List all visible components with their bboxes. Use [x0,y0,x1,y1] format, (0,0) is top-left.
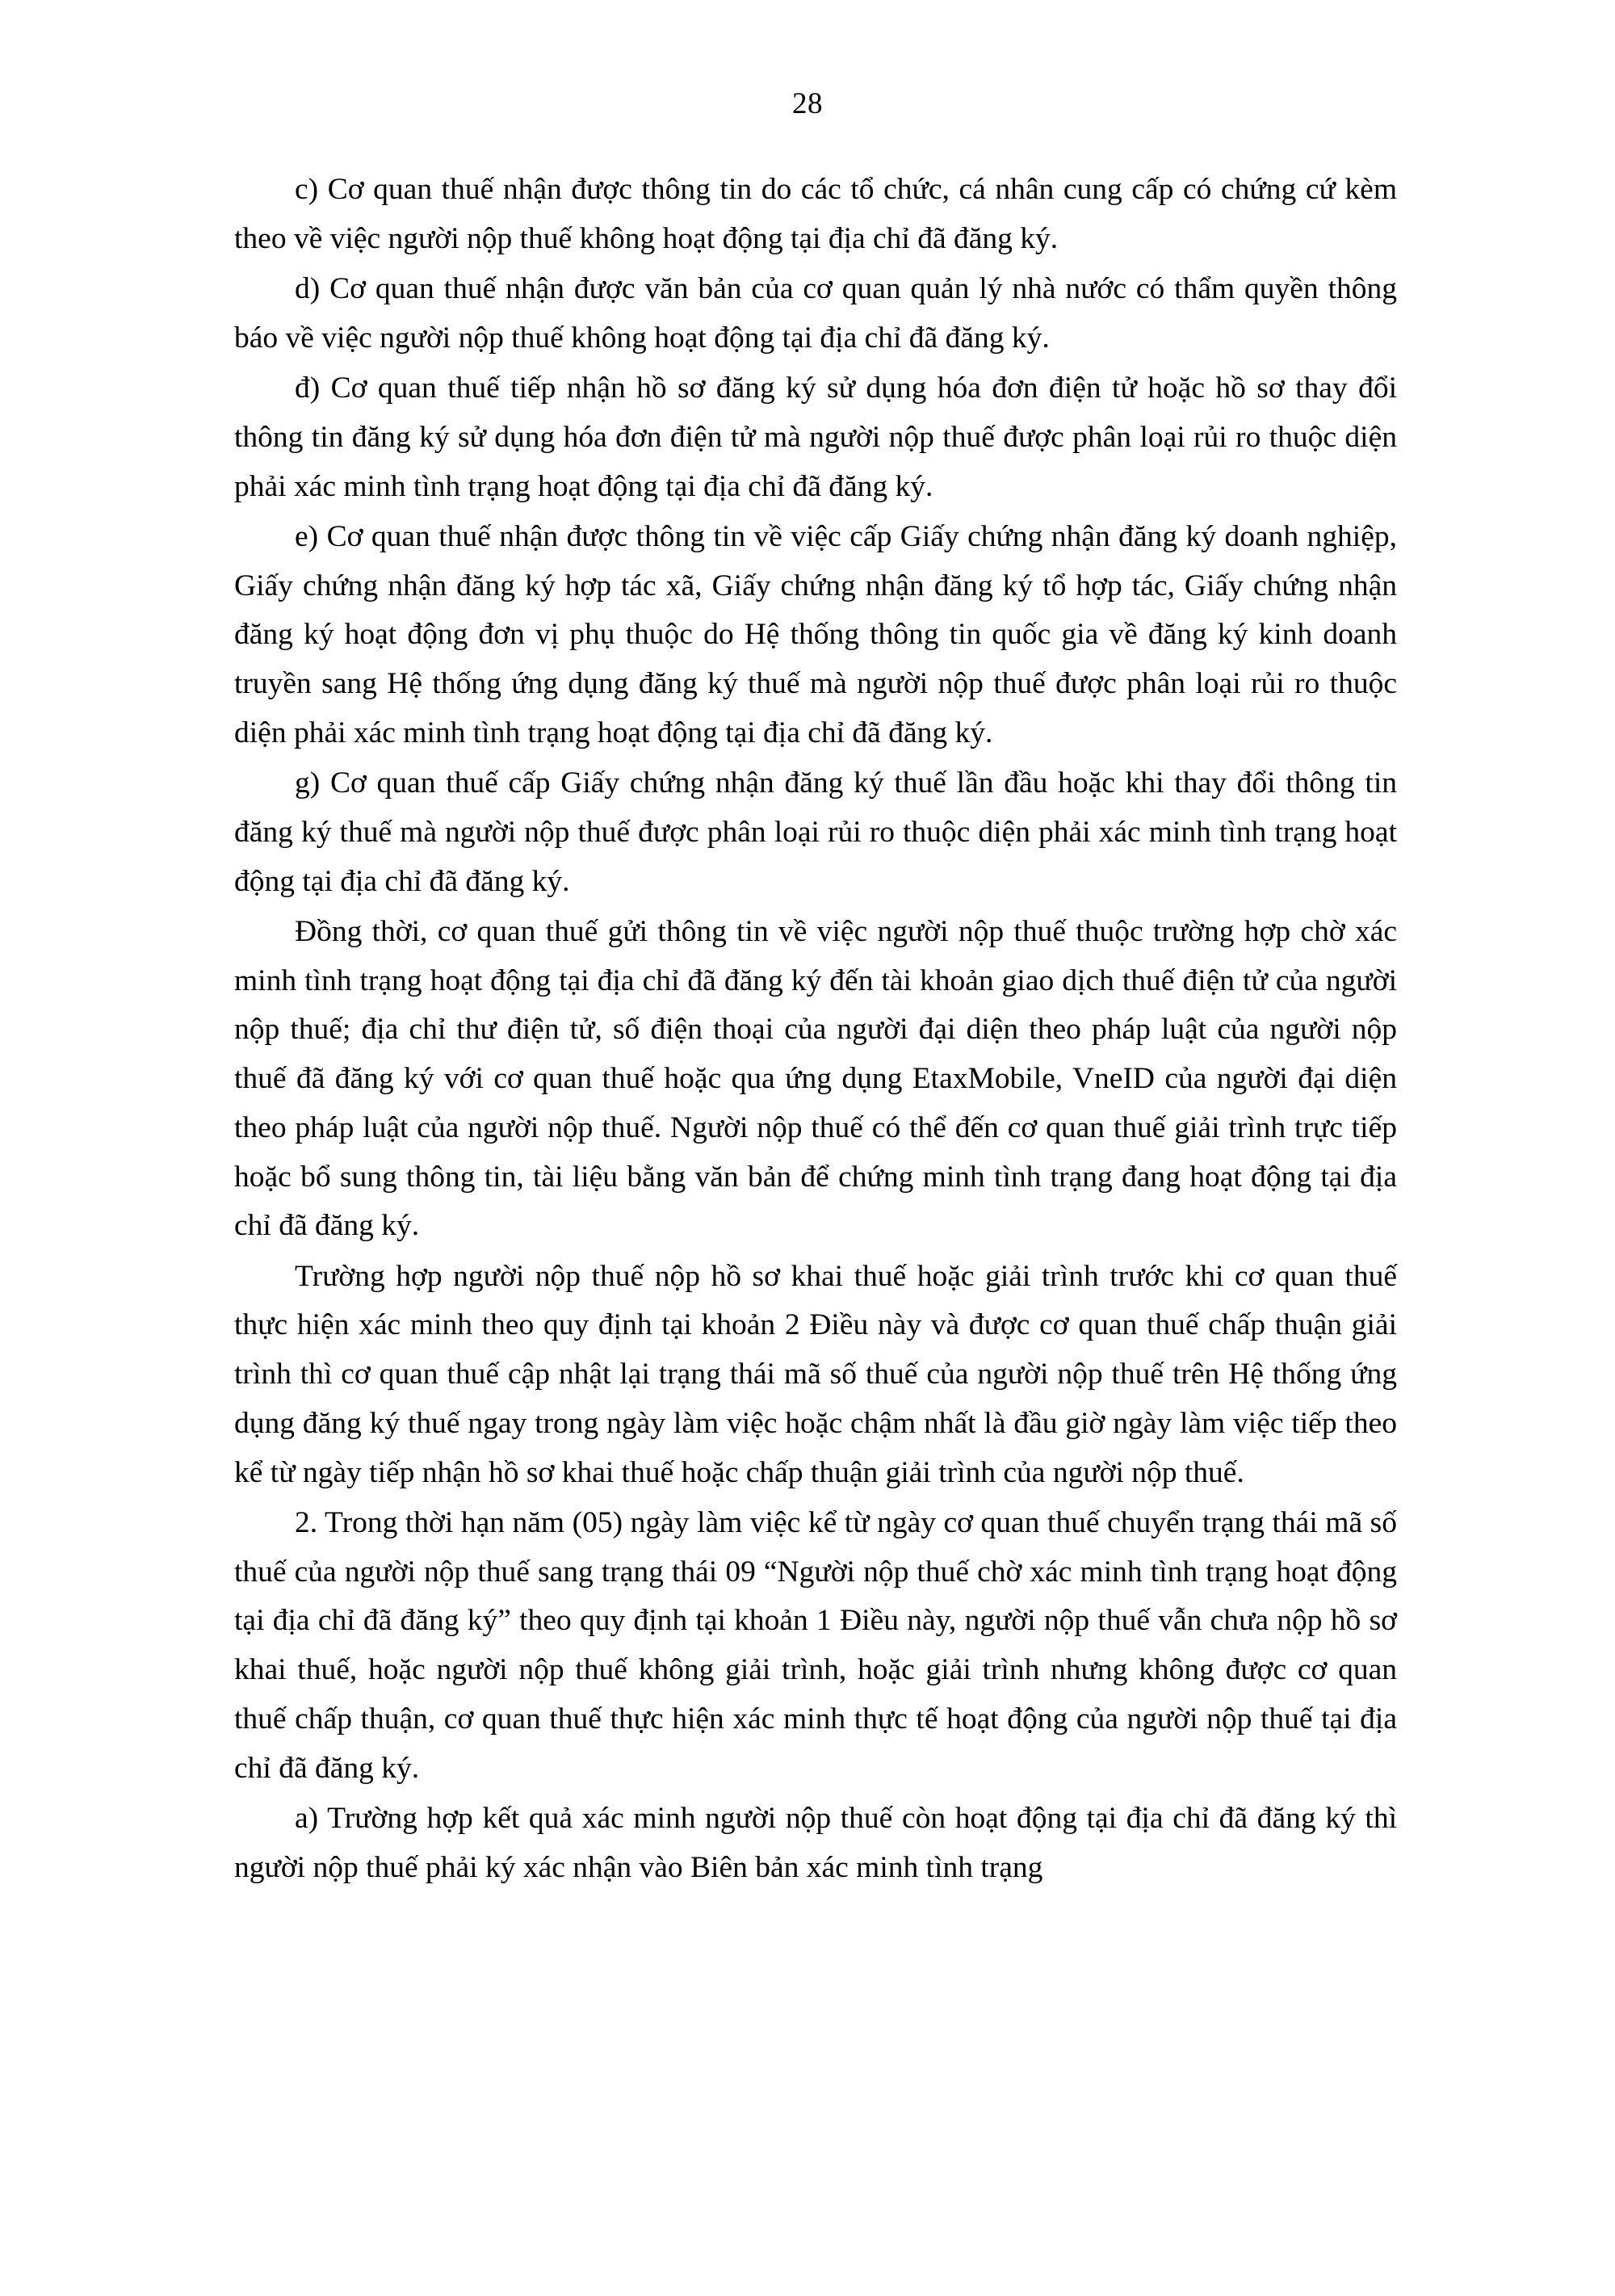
paragraph: d) Cơ quan thuế nhận được văn bản của cơ quan quản lý nhà nước có thẩm quyền thông báo về việc người nộp thuế không hoạt động tại địa chỉ đã đăng ký. [234,272,1397,355]
paragraph: Trường hợp người nộp thuế nộp hồ sơ khai thuế hoặc giải trình trước khi cơ quan thuế thực hiện xác minh theo quy định tại khoản 2 Điều này và được cơ quan thuế chấp thuận giải trình thì cơ quan thuế cập nhật lại trạng thái mã số thuế của người nộp thuế trên Hệ thống ứng dụng đăng ký thuế ngay trong ngày làm việc hoặc chậm nhất là đầu giờ ngày làm việc tiếp theo kể từ ngày tiếp nhận hồ sơ khai thuế hoặc chấp thuận giải trình của người nộp thuế. [234,1259,1397,1489]
paragraph: c) Cơ quan thuế nhận được thông tin do các tổ chức, cá nhân cung cấp có chứng cứ kèm theo về việc người nộp thuế không hoạt động tại địa chỉ đã đăng ký. [234,173,1397,255]
paragraph: 2. Trong thời hạn năm (05) ngày làm việc kể từ ngày cơ quan thuế chuyển trạng thái mã số thuế của người nộp thuế sang trạng thái 09 “Người nộp thuế chờ xác minh tình trạng hoạt động tại địa chỉ đã đăng ký” theo quy định tại khoản 1 Điều này, người nộp thuế vẫn chưa nộp hồ sơ khai thuế, hoặc người nộp thuế không giải trình, hoặc giải trình nhưng không được cơ quan thuế chấp thuận, cơ quan thuế thực hiện xác minh thực tế hoạt động của người nộp thuế tại địa chỉ đã đăng ký. [234,1505,1397,1785]
page-number: 28 [792,87,823,120]
paragraph: e) Cơ quan thuế nhận được thông tin về việc cấp Giấy chứng nhận đăng ký doanh nghiệp, Giấy chứng nhận đăng ký hợp tác xã, Giấy chứng nhận đăng ký tổ hợp tác, Giấy chứng nhận đăng ký hoạt động đơn vị phụ thuộc do Hệ thống thông tin quốc gia về đăng ký kinh doanh truyền sang Hệ thống ứng dụng đăng ký thuế mà người nộp thuế được phân loại rủi ro thuộc diện phải xác minh tình trạng hoạt động tại địa chỉ đã đăng ký. [234,519,1397,749]
paragraph: đ) Cơ quan thuế tiếp nhận hồ sơ đăng ký sử dụng hóa đơn điện tử hoặc hồ sơ thay đổi thông tin đăng ký sử dụng hóa đơn điện tử mà người nộp thuế được phân loại rủi ro thuộc diện phải xác minh tình trạng hoạt động tại địa chỉ đã đăng ký. [234,371,1397,503]
document-body [234,166,1397,1892]
paragraph: a) Trường hợp kết quả xác minh người nộp thuế còn hoạt động tại địa chỉ đã đăng ký thì người nộp thuế phải ký xác nhận vào Biên bản xác minh tình trạng [234,1801,1397,1884]
paragraph: Đồng thời, cơ quan thuế gửi thông tin về việc người nộp thuế thuộc trường hợp chờ xác minh tình trạng hoạt động tại địa chỉ đã đăng ký đến tài khoản giao dịch thuế điện tử của người nộp thuế; địa chỉ thư điện tử, số điện thoại của người đại diện theo pháp luật của người nộp thuế đã đăng ký với cơ quan thuế hoặc qua ứng dụng EtaxMobile, VneID của người đại diện theo pháp luật của người nộp thuế. Người nộp thuế có thể đến cơ quan thuế giải trình trực tiếp hoặc bổ sung thông tin, tài liệu bằng văn bản để chứng minh tình trạng đang hoạt động tại địa chỉ đã đăng ký. [234,914,1397,1243]
paragraph: g) Cơ quan thuế cấp Giấy chứng nhận đăng ký thuế lần đầu hoặc khi thay đổi thông tin đăng ký thuế mà người nộp thuế được phân loại rủi ro thuộc diện phải xác minh tình trạng hoạt động tại địa chỉ đã đăng ký. [234,766,1397,898]
